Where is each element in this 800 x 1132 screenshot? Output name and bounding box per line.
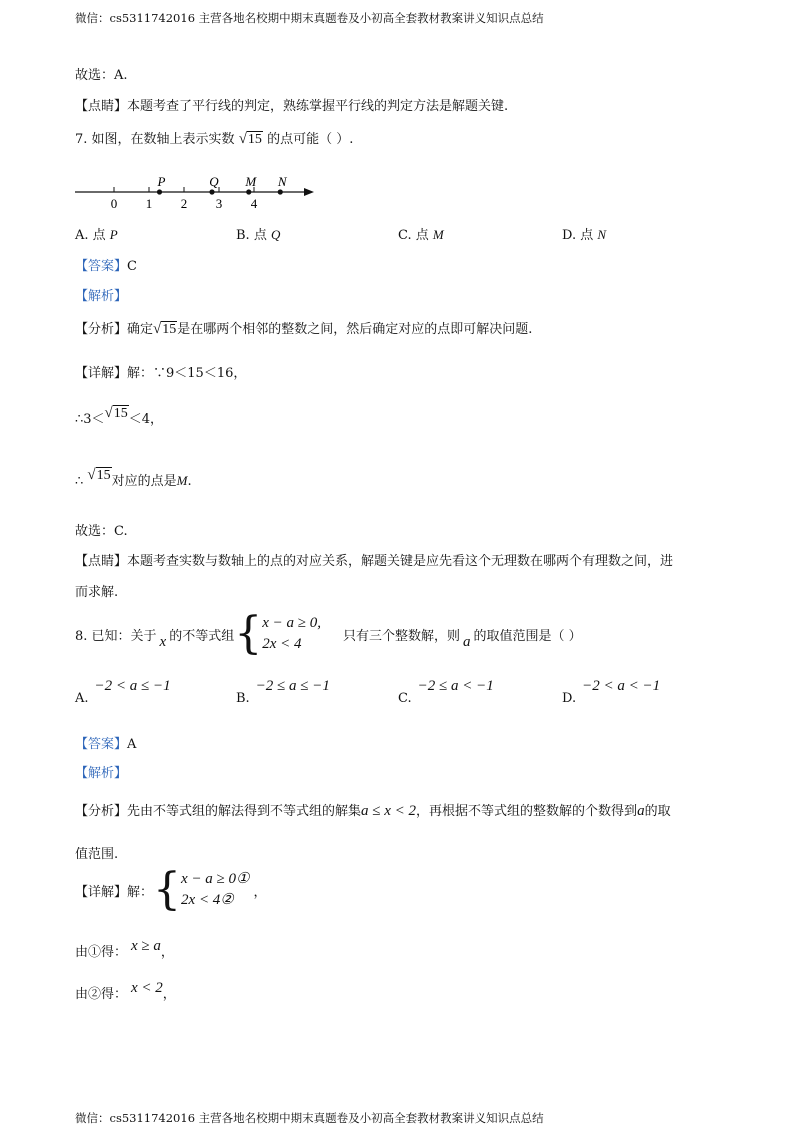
prev-tip	[75, 95, 508, 114]
q7-option-a[interactable]: A. 点 P	[75, 227, 118, 243]
axis-arrow	[304, 188, 314, 196]
axis-point-N	[278, 189, 283, 194]
q8-detail: 【详解】 解： { x − a ≥ 0① 2x < 4② ，	[75, 864, 267, 915]
sqrt-15: √15	[104, 405, 128, 421]
q8-fenxi-cont: 值范围.	[75, 847, 119, 862]
q7-option-b[interactable]: B. 点 Q	[236, 227, 281, 243]
q7-stem-post: 的点可能（ ）.	[267, 132, 354, 147]
axis-point-P	[157, 189, 162, 194]
axis-point-label: M	[245, 174, 257, 189]
radical-sign: √	[238, 131, 247, 147]
tip-tag: 【点睛】	[75, 99, 128, 114]
brace: {	[234, 608, 263, 659]
tip-text: 本题考查了平行线的判定，熟练掌握平行线的判定方法是解题关键.	[127, 99, 509, 114]
q8-option-c[interactable]: C.−2 ≤ a < −1	[398, 678, 494, 706]
q8-option-d[interactable]: D.−2 < a < −1	[562, 678, 661, 706]
number-line	[70, 168, 320, 216]
q8-option-a[interactable]: A.−2 < a ≤ −1	[75, 678, 171, 706]
q7-detail: 【详解】解：∵9＜15＜16，	[75, 366, 247, 381]
q8-from1: 由①得： x ≥ a，	[75, 938, 174, 960]
q8-stem: 8. 已知：关于 x 的不等式组 { x − a ≥ 0, 2x < 4 只有三个整数解，则 a 的取值范围是（ ）	[75, 608, 582, 659]
sqrt-15: √15	[153, 321, 177, 337]
q8-answer: 【答案】A	[75, 737, 137, 752]
q8-from2: 由②得： x < 2，	[75, 980, 176, 1002]
q8-fenxi: 【分析】先由不等式组的解法得到不等式组的解集a ≤ x < 2，再根据不等式组的整数解的个数得到a的取	[75, 803, 671, 819]
axis-point-label: N	[277, 174, 287, 189]
axis-tick-label: 2	[180, 196, 188, 211]
q7-tip: 【点睛】本题考查实数与数轴上的点的对应关系，解题关键是应先看这个无理数在哪两个有理数之间，进	[75, 554, 674, 569]
q7-option-c[interactable]: C. 点 M	[398, 227, 444, 243]
sqrt-15: √15	[87, 467, 111, 483]
prev-choose: 故选：A.	[75, 68, 128, 83]
axis-point-Q	[209, 189, 214, 194]
axis-tick-label: 0	[110, 196, 118, 211]
axis-tick-label: 4	[250, 196, 258, 211]
q7-stem	[75, 128, 353, 148]
axis-point-label: P	[157, 174, 166, 189]
q8-analysis-tag: 【解析】	[75, 766, 128, 781]
inequality-system: x − a ≥ 0, 2x < 4	[262, 615, 321, 652]
axis-tick-label: 1	[145, 196, 153, 211]
sqrt-15	[239, 131, 263, 148]
inequality-system: x − a ≥ 0① 2x < 4②	[181, 871, 250, 908]
q7-answer: 【答案】C	[75, 259, 137, 274]
axis-point-M	[246, 189, 251, 194]
q8-option-b[interactable]: B.−2 ≤ a ≤ −1	[236, 678, 330, 706]
radicand: 15	[247, 132, 262, 147]
brace: {	[153, 864, 182, 915]
page-footer: 微信：cs5311742016 主营各地名校期中期末真题卷及小初高全套教材教案讲义知识点总结	[75, 1111, 544, 1125]
axis-tick-label: 3	[215, 196, 223, 211]
page-header: 微信：cs5311742016 主营各地名校期中期末真题卷及小初高全套教材教案讲义知识点总结	[75, 11, 544, 25]
q7-therefore-1: ∴3＜√15＜4，	[75, 405, 164, 427]
q7-therefore-2: ∴ √15对应的点是M.	[75, 467, 192, 489]
q7-tip-cont: 而求解.	[75, 585, 119, 600]
q7-fenxi: 【分析】确定√15是在哪两个相邻的整数之间，然后确定对应的点即可解决问题.	[75, 321, 533, 337]
axis-point-label: Q	[209, 174, 219, 189]
q7-stem-pre: 7. 如图，在数轴上表示实数	[75, 132, 235, 147]
q7-option-d[interactable]: D. 点 N	[562, 227, 607, 243]
q7-choose: 故选：C.	[75, 524, 128, 539]
q7-analysis-tag: 【解析】	[75, 289, 128, 304]
